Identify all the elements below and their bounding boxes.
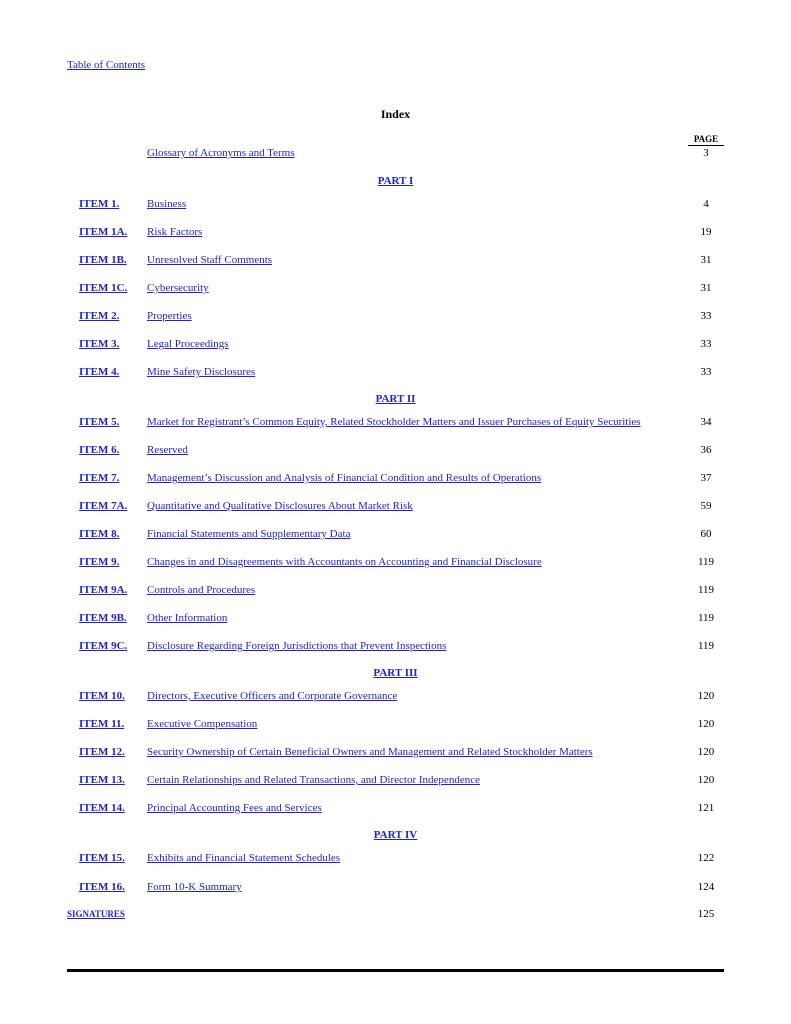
page-column-header: PAGE [688,134,724,146]
page-number: 119 [697,556,715,568]
part-4-heading[interactable]: PART IV [373,829,418,841]
page-number: 31 [700,254,712,266]
item-title-link[interactable]: Unresolved Staff Comments [147,254,273,266]
item-title-link[interactable]: Principal Accounting Fees and Services [147,802,322,814]
item-number-link[interactable]: ITEM 1C. [79,282,128,294]
item-number-link[interactable]: ITEM 10. [79,690,125,702]
table-row [0,772,791,788]
table-row [0,414,791,430]
item-number-link[interactable]: ITEM 9A. [79,584,128,596]
table-row [0,336,791,352]
item-number-link[interactable]: ITEM 13. [79,774,125,786]
table-row [0,716,791,732]
table-row [0,638,791,654]
bottom-divider [67,969,724,972]
item-title-link[interactable]: Cybersecurity [147,282,209,294]
glossary-row [0,145,791,161]
page-number: 120 [697,774,715,786]
item-title-link[interactable]: Security Ownership of Certain Beneficial Owners and Management and Related Stockholder Matters [147,746,593,758]
item-title-link[interactable]: Other Information [147,612,228,624]
item-title-link[interactable]: Form 10-K Summary [147,881,242,893]
item-title-link[interactable]: Business [147,198,187,210]
item-number-link[interactable]: ITEM 1B. [79,254,127,266]
item-number-link[interactable]: ITEM 4. [79,366,120,378]
page-number: 33 [700,310,712,322]
item-title-link[interactable]: Exhibits and Financial Statement Schedules [147,852,341,864]
table-row [0,610,791,626]
table-row [0,442,791,458]
page-number: 59 [700,500,712,512]
page-number: 34 [700,416,712,428]
table-row [0,879,791,895]
page-number: 119 [697,612,715,624]
page-number: 60 [700,528,712,540]
table-row [0,364,791,380]
item-number-link[interactable]: ITEM 1. [79,198,120,210]
table-row [0,554,791,570]
item-number-link[interactable]: ITEM 7A. [79,500,128,512]
part-1-heading[interactable]: PART I [377,175,414,187]
page-number: 121 [697,802,715,814]
item-title-link[interactable]: Legal Proceedings [147,338,229,350]
item-number-link[interactable]: ITEM 6. [79,444,120,456]
item-number-link[interactable]: ITEM 7. [79,472,120,484]
item-title-link[interactable]: Financial Statements and Supplementary Data [147,528,351,540]
item-title-link[interactable]: Controls and Procedures [147,584,256,596]
table-row [0,744,791,760]
table-row [0,498,791,514]
table-of-contents-link[interactable]: Table of Contents [67,59,146,71]
item-title-link[interactable]: Properties [147,310,192,322]
item-title-link[interactable]: Mine Safety Disclosures [147,366,256,378]
item-number-link[interactable]: ITEM 8. [79,528,120,540]
item-number-link[interactable]: ITEM 3. [79,338,120,350]
page-number: 119 [697,584,715,596]
table-row [0,308,791,324]
page-number: 31 [700,282,712,294]
index-title: Index [380,107,411,121]
item-number-link[interactable]: ITEM 12. [79,746,125,758]
page-number: 33 [700,338,712,350]
page-number: 120 [697,746,715,758]
signatures-link[interactable]: SIGNATURES [67,909,125,919]
item-title-link[interactable]: Disclosure Regarding Foreign Jurisdictions that Prevent Inspections [147,640,447,652]
page-number: 119 [697,640,715,652]
glossary-link[interactable]: Glossary of Acronyms and Terms [147,147,295,159]
table-row [0,280,791,296]
item-title-link[interactable]: Directors, Executive Officers and Corporate Governance [147,690,398,702]
page-number: 4 [703,198,709,210]
item-number-link[interactable]: ITEM 2. [79,310,120,322]
item-number-link[interactable]: ITEM 9. [79,556,120,568]
item-number-link[interactable]: ITEM 11. [79,718,125,730]
item-number-link[interactable]: ITEM 9C. [79,640,128,652]
table-row [0,470,791,486]
table-row [0,850,791,866]
table-row [0,526,791,542]
table-row [0,196,791,212]
item-title-link[interactable]: Changes in and Disagreements with Accountants on Accounting and Financial Disclosure [147,556,542,568]
item-title-link[interactable]: Risk Factors [147,226,203,238]
page-number: 3 [703,147,709,159]
item-title-link[interactable]: Reserved [147,444,188,456]
part-2-heading[interactable]: PART II [375,393,416,405]
item-title-link[interactable]: Market for Registrant’s Common Equity, Related Stockholder Matters and Issuer Purchases of Equity Securities [147,416,641,428]
item-number-link[interactable]: ITEM 5. [79,416,120,428]
table-row [0,252,791,268]
page-number: 36 [700,444,712,456]
page-number: 125 [697,908,715,920]
signatures-row [0,906,791,922]
item-number-link[interactable]: ITEM 1A. [79,226,128,238]
item-title-link[interactable]: Quantitative and Qualitative Disclosures About Market Risk [147,500,413,512]
page-number: 124 [697,881,715,893]
item-title-link[interactable]: Management’s Discussion and Analysis of Financial Condition and Results of Operations [147,472,542,484]
page-number: 33 [700,366,712,378]
page-number: 37 [700,472,712,484]
part-3-heading[interactable]: PART III [373,667,418,679]
table-row [0,800,791,816]
page-number: 19 [700,226,712,238]
item-title-link[interactable]: Certain Relationships and Related Transactions, and Director Independence [147,774,480,786]
page-number: 120 [697,690,715,702]
item-number-link[interactable]: ITEM 15. [79,852,125,864]
table-row [0,688,791,704]
page-number: 120 [697,718,715,730]
item-number-link[interactable]: ITEM 16. [79,881,125,893]
page-number: 122 [697,852,715,864]
item-number-link[interactable]: ITEM 14. [79,802,125,814]
table-row [0,582,791,598]
item-title-link[interactable]: Executive Compensation [147,718,258,730]
item-number-link[interactable]: ITEM 9B. [79,612,127,624]
table-row [0,224,791,240]
